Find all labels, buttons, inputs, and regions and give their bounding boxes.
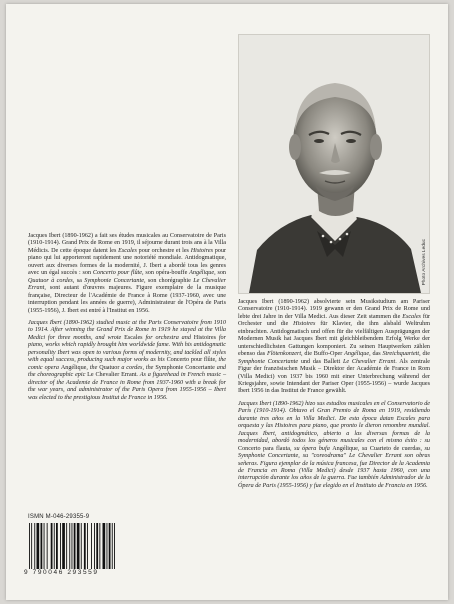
barcode-number: 9 790046 293559	[24, 569, 99, 576]
spanish-paragraph: Jacques Ibert (1890-1962) hizo sus estudios musicales en el Conservatorio de París (1910-1914). Obtuvo el Gran Premio de Roma en 1919, residiendo durante tres años en la Villa Medici. De esta época datan Escales para orquesta y las Histoires para piano, que pronto le dieron renombre mundial. Jacques Ibert, antidogmático, abierto a las diversas formas de la modernidad, abordó todos los géneros musicales con el mismo éxito : su Concerto para flauta, su ópera bufa Angélique, su Cuarteto de cuerdas, su Symphonie Concertante, su "coreodrama" Le Chevalier Errant son obras señeras. Figura ejemplar de la música francesa, fue Director de la Academia de Francia en Roma (Villa Medici) desde 1937 hasta 1960, con una interrupción durante los años de la guerra. Fue también Administrador de la Ópera de Paris (1955-1956) y fue elegido en el Instituto de Francia en 1956.	[238, 400, 431, 489]
german-paragraph: Jacques Ibert (1890-1962) absolvierte sein Musikstudium am Pariser Conservatoire (1910-1914). 1919 gewann er den Grand Prix de Rome und lebte drei Jahre in der Villa Medici. Aus dieser Zeit stammen die Escales für Orchester und die Histoires für Klavier, die ihm alsbald Weltruhm einbrachten. Antidogmatisch und offen für die vielfältigen Ausprägungen der Modernen Musik hat Jacques Ibert mit gleichbleibendem Erfolg Werke der unterschiedlichsten Gattungen komponiert. Zu seinen Hauptwerken zählen ebenso das Flötenkonzert, die Buffo-Oper Angélique, das Streichquartett, die Symphonie Concertante und das Ballett Le Chevalier Errant. Als zentrale Figur der französischen Musik – Direktor der Académie de France in Rom (Villa Medici) von 1937 bis 1960 mit einer Unterbrechung während der Kriegsjahre, sowie Intendant der Pariser Oper (1955-1956) – wurde Jacques Ibert 1956 in das Institut de France gewählt.	[238, 299, 430, 395]
barcode-bars	[29, 523, 115, 569]
ismn-number: ISMN M-046-29355-9	[28, 514, 90, 520]
french-paragraph: Jacques Ibert (1890-1962) a fait ses études musicales au Conservatoire de Paris (1910-1914). Grand Prix de Rome en 1919, il séjourne durant trois ans à la Villa Médicis. De cette époque datent les Escales pour orchestre et les Histoires pour piano qui lui apporteront rapidement une notoriété mondiale. Antidogmatique, ouvert aux diverses formes de la modernité, J. Ibert a abordé tous les genres avec un égal succès : son Concerto pour flûte, son opéra-bouffe Angélique, son Quatuor à cordes, sa Symphonie Concertante, son chorégraphie Le Chevalier Errant, sont autant d'œuvres majeures. Figure exemplaire de la musique française, Directeur de l'Académie de France à Rome (1937-1960, avec une interruption pendant les années de guerre), Administrateur de l'Opéra de Paris (1955-1956), J. Ibert est entré à l'Institut en 1956.	[28, 233, 226, 314]
back-cover-page	[6, 4, 448, 600]
english-paragraph: Jacques Ibert (1890-1962) studied music at the Paris Conservatoire from 1910 to 1914. After winning the Grand Prix de Rome in 1919 he stayed at the Villa Medici for three months, and wrote Escales for orchestra and Histoires for piano, works which rapidly brought him worldwide fame. With his antidogmatic personality Ibert was open to various forms of modernity, and tackled all styles with equal success, producing such major works as his Concerto pour flûte, the comic opera Angélique, the Quatuor a cordes, the Symphonie Concertante and the choreographic epic Le Chevalier Errant. As a figurehead in French music – director of the Academie de France in Rome from 1937-1960 with a break for the war years, and administrator of the Paris Opera from 1955-1956 – Ibert was elected to the prestigious Institut de France in 1956.	[28, 319, 227, 401]
right-column	[238, 299, 430, 495]
left-column	[28, 233, 226, 407]
barcode	[24, 523, 116, 578]
composer-portrait-photo	[238, 34, 430, 294]
photo-credit: Photo Archives Leduc	[422, 238, 427, 285]
portrait-image	[239, 35, 429, 293]
